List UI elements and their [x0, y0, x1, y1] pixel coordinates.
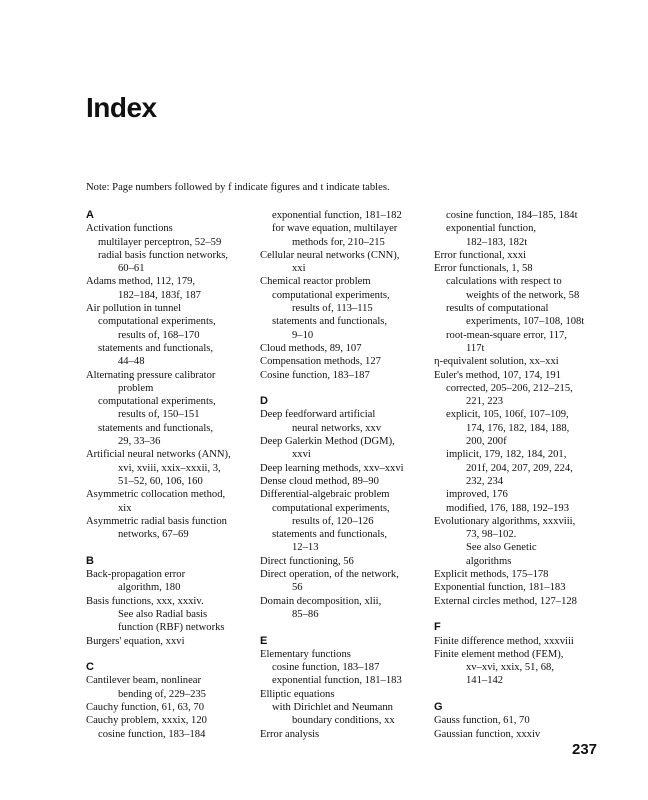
index-entry: Exponential function, 181–183 [434, 582, 566, 594]
index-entry: Euler's method, 107, 174, 191 [434, 369, 561, 381]
section-letter: E [260, 634, 268, 647]
index-subentry: function (RBF) networks [118, 622, 225, 634]
index-subentry: improved, 176 [446, 489, 508, 501]
index-entry: Error functionals, 1, 58 [434, 263, 533, 275]
index-subentry: 60–61 [118, 263, 145, 275]
index-subentry: results of, 113–115 [292, 303, 373, 315]
index-entry: Elementary functions [260, 648, 351, 660]
index-subentry: with Dirichlet and Neumann [272, 701, 393, 713]
index-subentry: exponential function, [446, 223, 537, 235]
index-subentry: xxvi [292, 449, 311, 461]
index-subentry: for wave equation, multilayer [272, 223, 398, 235]
index-subentry: explicit, 105, 106f, 107–109, [446, 409, 569, 421]
index-subentry: 182–183, 182t [466, 236, 528, 248]
index-subentry: experiments, 107–108, 108t [466, 316, 585, 328]
index-entry: Activation functions [86, 223, 173, 235]
index-entry: Adams method, 112, 179, [86, 276, 196, 288]
index-subentry: 232, 234 [466, 475, 504, 487]
index-subentry: computational experiments, [98, 396, 216, 408]
index-subentry: statements and functionals, [272, 316, 388, 328]
index-column-2 [260, 209, 430, 741]
index-entry: Domain decomposition, xlii, [260, 595, 382, 607]
index-subentry: implicit, 179, 182, 184, 201, [446, 449, 567, 461]
index-subentry: cosine function, 183–184 [98, 728, 206, 740]
index-entry: Direct functioning, 56 [260, 555, 354, 567]
index-subentry: results of computational [446, 303, 549, 315]
index-subentry: See also Genetic [466, 542, 537, 554]
index-subentry: computational experiments, [272, 289, 390, 301]
index-entry: Explicit methods, 175–178 [434, 569, 549, 581]
index-subentry: 85–86 [292, 608, 319, 620]
index-subentry: xvi, xviii, xxix–xxxii, 3, [118, 462, 221, 474]
index-entry: Finite difference method, xxxviii [434, 635, 574, 647]
index-subentry: cosine function, 184–185, 184t [446, 210, 578, 221]
section-gap [434, 688, 604, 701]
index-subentry: weights of the network, 58 [466, 289, 580, 301]
index-subentry: 9–10 [292, 329, 314, 341]
section-gap [86, 648, 256, 661]
index-entry: Dense cloud method, 89–90 [260, 475, 379, 487]
index-subentry: bending of, 229–235 [118, 688, 206, 700]
index-subentry: results of, 168–170 [118, 329, 200, 341]
index-entry: Error analysis [260, 728, 320, 740]
index-subentry: 141–142 [466, 675, 504, 687]
index-column-3 [434, 209, 604, 741]
index-subentry: radial basis function networks, [98, 249, 229, 261]
index-subentry: results of, 120–126 [292, 515, 374, 527]
index-subentry: multilayer perceptron, 52–59 [98, 236, 222, 248]
page-title: Index [86, 92, 157, 123]
index-subentry: algorithms [466, 555, 512, 567]
index-subentry: problem [118, 382, 154, 394]
index-entry: Gauss function, 61, 70 [434, 715, 530, 727]
index-entry: η-equivalent solution, xx–xxi [434, 356, 559, 368]
section-gap [434, 608, 604, 621]
index-entry: Deep learning methods, xxv–xxvi [260, 462, 404, 474]
index-subentry: 221, 223 [466, 396, 504, 408]
index-entry: Direct operation, of the network, [260, 569, 399, 581]
index-subentry: results of, 150–151 [118, 409, 200, 421]
index-entry: Cloud methods, 89, 107 [260, 342, 362, 354]
index-subentry: 51–52, 60, 106, 160 [118, 475, 203, 487]
index-subentry: 201f, 204, 207, 209, 224, [466, 462, 573, 474]
index-subentry: computational experiments, [98, 316, 216, 328]
index-entry: Deep feedforward artificial [260, 409, 376, 421]
index-entry: Differential-algebraic problem [260, 489, 390, 501]
index-subentry: 12–13 [292, 542, 319, 554]
index-subentry: networks, 67–69 [118, 529, 189, 541]
index-entry: Deep Galerkin Method (DGM), [260, 436, 395, 448]
index-subentry: xix [118, 502, 132, 514]
section-letter: B [86, 554, 94, 567]
index-subentry: 29, 33–36 [118, 436, 161, 448]
index-subentry: 200, 200f [466, 436, 507, 448]
index-subentry: exponential function, 181–182 [272, 210, 402, 221]
index-entry: Compensation methods, 127 [260, 356, 381, 368]
index-entry: Air pollution in tunnel [86, 303, 182, 315]
index-entry: Asymmetric radial basis function [86, 515, 227, 527]
index-entry: Cauchy function, 61, 63, 70 [86, 701, 204, 713]
index-entry: Cellular neural networks (CNN), [260, 249, 400, 261]
index-subentry: 117t [466, 342, 485, 354]
index-entry: Finite element method (FEM), [434, 648, 564, 660]
index-subentry: 174, 176, 182, 184, 188, [466, 422, 570, 434]
index-entry: Burgers' equation, xxvi [86, 635, 185, 647]
index-subentry: statements and functionals, [272, 529, 388, 541]
index-entry: Evolutionary algorithms, xxxviii, [434, 515, 576, 527]
section-letter: G [434, 700, 443, 713]
section-gap [260, 621, 430, 634]
section-gap [86, 541, 256, 554]
index-subentry: methods for, 210–215 [292, 236, 385, 248]
section-letter: C [86, 661, 94, 674]
index-subentry: cosine function, 183–187 [272, 662, 380, 674]
index-entry: Elliptic equations [260, 688, 335, 700]
index-subentry: boundary conditions, xx [292, 715, 395, 727]
index-subentry: xxi [292, 263, 306, 275]
index-entry: Cantilever beam, nonlinear [86, 675, 202, 687]
index-entry: Alternating pressure calibrator [86, 369, 216, 381]
index-column-1 [86, 209, 256, 741]
index-subentry: algorithm, 180 [118, 582, 181, 594]
index-entry: Chemical reactor problem [260, 276, 371, 288]
index-entry: Basis functions, xxx, xxxiv. [86, 595, 204, 607]
index-subentry: 44–48 [118, 356, 145, 368]
index-entry: Back-propagation error [86, 569, 186, 581]
index-entry: Artificial neural networks (ANN), [86, 449, 231, 461]
index-entry: Cauchy problem, xxxix, 120 [86, 715, 207, 727]
index-entry: Error functional, xxxi [434, 249, 527, 261]
section-letter: A [86, 209, 94, 221]
section-gap [260, 382, 430, 395]
index-subentry: 56 [292, 582, 303, 594]
index-entry: Cosine function, 183–187 [260, 369, 370, 381]
index-subentry: modified, 176, 188, 192–193 [446, 502, 569, 514]
index-subentry: statements and functionals, [98, 422, 214, 434]
index-note: Note: Page numbers followed by f indicate figures and t indicate tables. [86, 182, 390, 193]
index-subentry: 182–184, 183f, 187 [118, 289, 201, 301]
index-subentry: statements and functionals, [98, 342, 214, 354]
section-letter: D [260, 395, 268, 408]
index-subentry: computational experiments, [272, 502, 390, 514]
index-entry: External circles method, 127–128 [434, 595, 577, 607]
section-letter: F [434, 621, 441, 634]
index-subentry: neural networks, xxv [292, 422, 382, 434]
index-subentry: xv–xvi, xxix, 51, 68, [466, 662, 554, 674]
index-subentry: calculations with respect to [446, 276, 562, 288]
page-number: 237 [572, 741, 598, 758]
index-entry: Gaussian function, xxxiv [434, 728, 541, 740]
index-subentry: corrected, 205–206, 212–215, [446, 382, 573, 394]
index-subentry: 73, 98–102. [466, 529, 517, 541]
index-subentry: exponential function, 181–183 [272, 675, 402, 687]
index-subentry: See also Radial basis [118, 608, 208, 620]
index-entry: Asymmetric collocation method, [86, 489, 226, 501]
index-subentry: root-mean-square error, 117, [446, 329, 567, 341]
